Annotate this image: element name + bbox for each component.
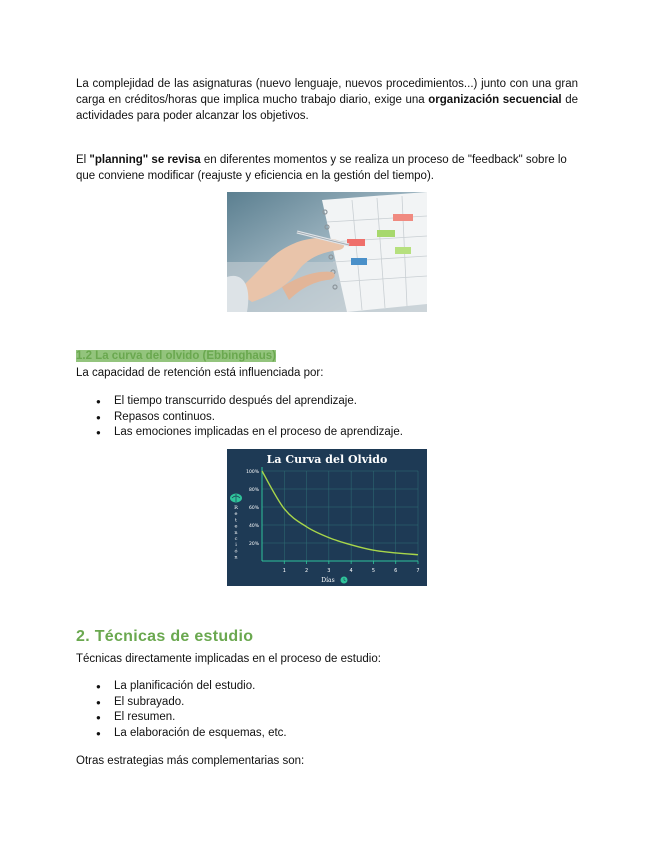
y-label-letter: ó (234, 548, 238, 555)
bold-text: "planning" se revisa (89, 154, 201, 166)
highlighted-heading: 1.2 La curva del olvido (Ebbinghaus) (76, 350, 277, 362)
list-item: ● El subrayado. (96, 695, 287, 711)
y-label-letter: R (234, 505, 238, 511)
x-tick-label: 5 (371, 568, 376, 574)
paragraph-planning (76, 152, 578, 184)
section-heading-curva-olvido (76, 348, 276, 364)
x-tick-label: 2 (304, 568, 309, 574)
calendar-hand-illustration (227, 192, 427, 312)
y-label-letter: n (234, 529, 238, 536)
y-label-letter: n (234, 554, 238, 561)
y-tick-label: 80% (248, 488, 259, 493)
x-tick-label: 1 (282, 568, 286, 574)
forgetting-curve-chart (227, 449, 427, 586)
otras-estrategias-text: Otras estrategias más complementarias son: (76, 755, 305, 767)
y-tick-label: 60% (248, 506, 259, 511)
y-label-letter: e (234, 511, 238, 518)
retention-bullet-list (96, 394, 403, 441)
text: de actividades para poder alcanzar los objetivos. (76, 94, 578, 122)
retention-intro: La capacidad de retención está influenciada por: (76, 367, 324, 379)
tecnicas-bullet-list (96, 679, 287, 741)
y-tick-label: 40% (248, 524, 259, 529)
clock-icon (341, 577, 348, 584)
list-item: ● La elaboración de esquemas, etc. (96, 726, 287, 742)
list-item: ● El tiempo transcurrido después del aprendizaje. (96, 394, 403, 410)
text: La complejidad de las asignaturas (nuevo lenguaje, nuevos procedimientos...) junto con una gran carga en créditos/horas que implica mucho trabajo diario, exige una (76, 78, 578, 106)
y-label-letter: i (235, 542, 237, 549)
y-tick-label: 20% (248, 542, 259, 547)
text: El (76, 154, 90, 166)
calendar-photo (227, 192, 427, 312)
x-tick-label: 7 (416, 568, 420, 574)
bold-text: organización secuencial (428, 94, 562, 106)
list-item: ● El resumen. (96, 710, 287, 726)
x-tick-label: 4 (349, 568, 353, 574)
chart-title: La Curva del Olvido (266, 453, 388, 466)
list-item: ● Las emociones implicadas en el proceso de aprendizaje. (96, 425, 403, 441)
x-tick-label: 6 (394, 568, 398, 574)
x-tick-label: 3 (327, 568, 331, 574)
retention-series-line (262, 471, 418, 555)
paragraph-organizacion (76, 76, 578, 124)
brain-icon (230, 494, 242, 503)
tecnicas-intro: Técnicas directamente implicadas en el proceso de estudio: (76, 653, 381, 665)
chart-svg (227, 449, 427, 586)
y-label-letter: t (234, 517, 238, 524)
list-item: ● Repasos continuos. (96, 410, 403, 426)
section-heading-tecnicas: 2. Técnicas de estudio (76, 628, 254, 645)
y-tick-label: 100% (246, 470, 259, 475)
x-axis-label: Días (321, 577, 335, 584)
y-label-letter: e (234, 523, 238, 530)
text: en diferentes momentos y se realiza un proceso de "feedback" sobre lo que conviene modificar (reajuste y eficiencia en la gestión del tiempo). (76, 154, 567, 182)
y-axis-label (234, 505, 238, 561)
y-label-letter: c (234, 536, 238, 542)
list-item: ● La planificación del estudio. (96, 679, 287, 695)
